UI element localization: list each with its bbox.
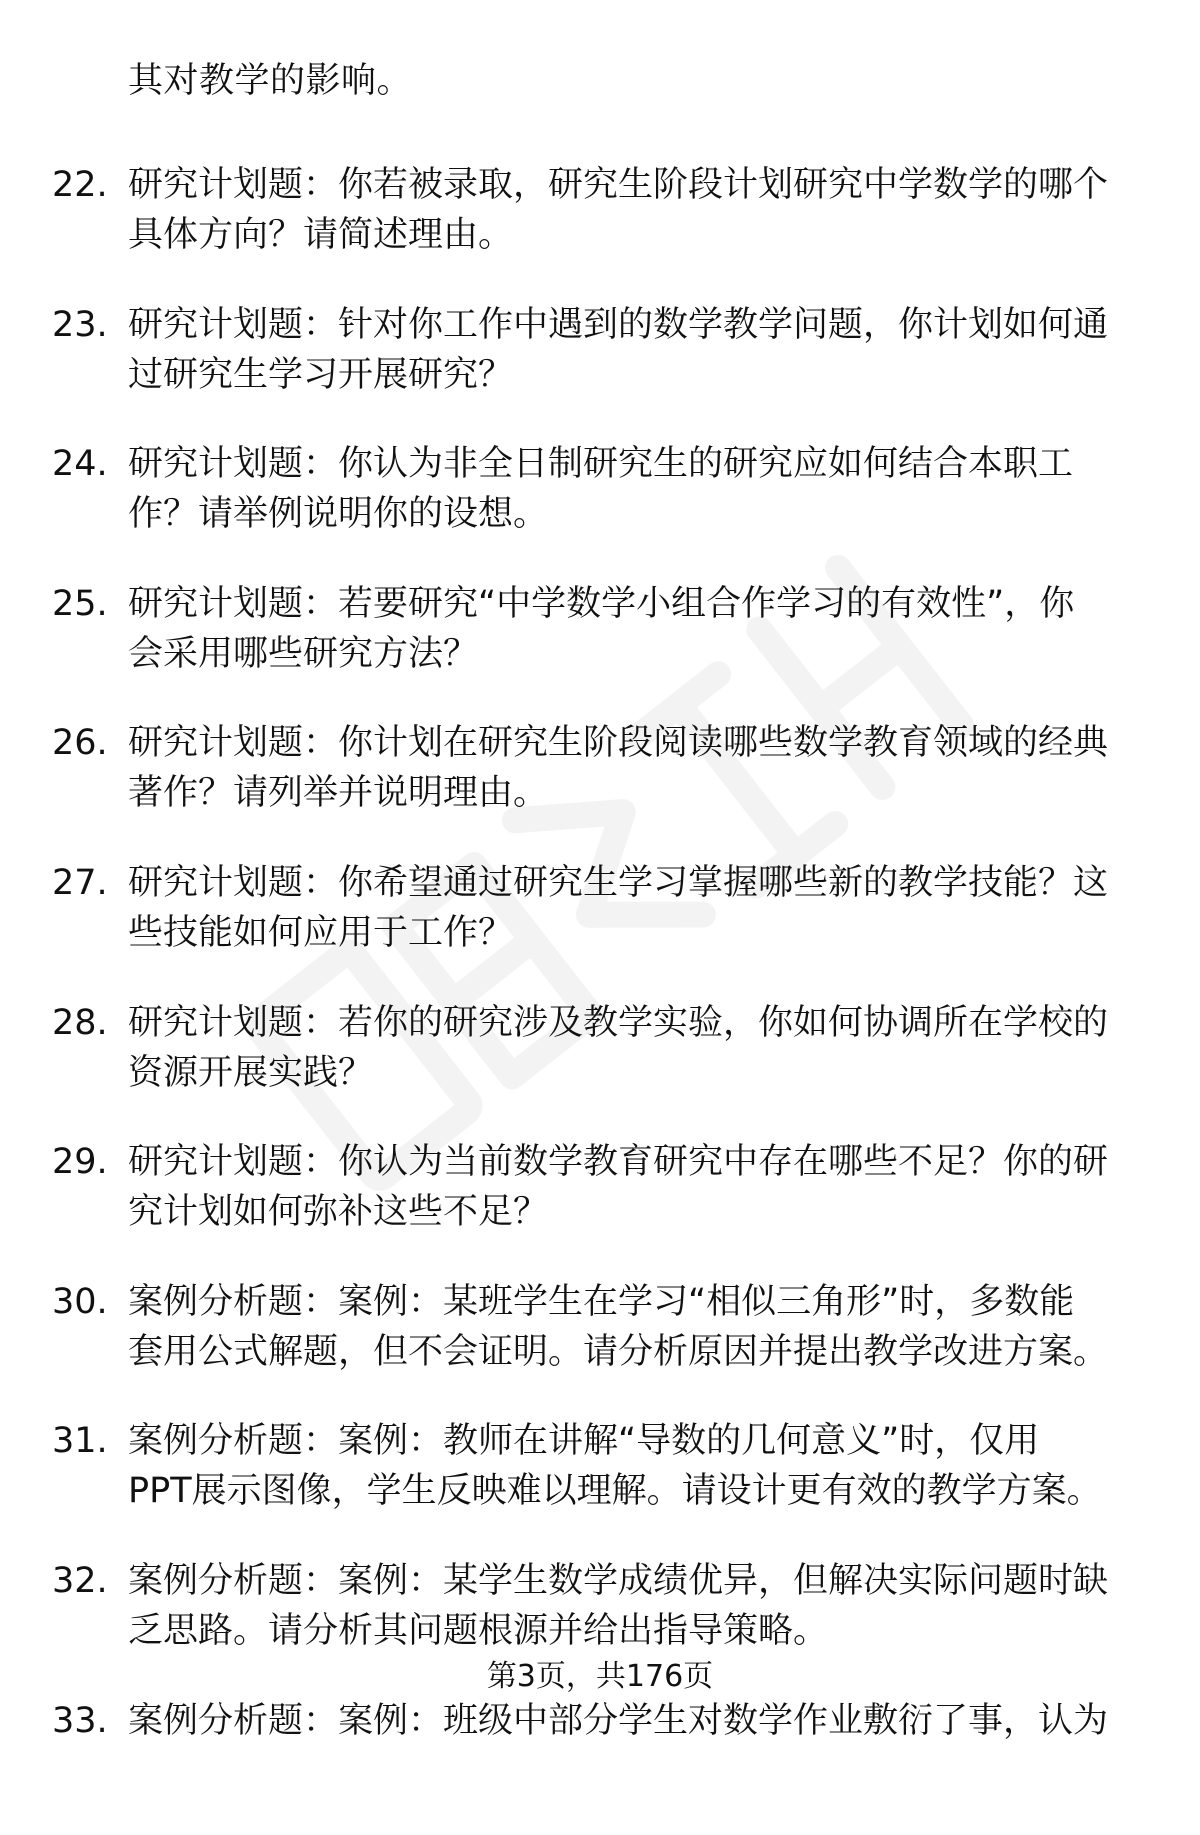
question-number: 31. <box>52 1421 108 1462</box>
question-line: 案例分析题：案例：教师在讲解“导数的几何意义”时，仅用 <box>128 1421 1040 1462</box>
question-item <box>0 439 1200 563</box>
question-number: 22. <box>52 165 108 205</box>
question-item <box>0 160 1200 284</box>
question-item <box>0 300 1200 424</box>
question-item <box>0 1416 1200 1540</box>
question-text <box>128 1696 1138 1746</box>
question-line: 研究计划题：针对你工作中遇到的数学教学问题，你计划如何通 <box>128 304 1109 345</box>
question-text <box>128 1416 1138 1516</box>
question-line: 案例分析题：案例：班级中部分学生对数学作业敷衍了事，认为 <box>128 1700 1109 1741</box>
question-line: 资源开展实践？ <box>128 1052 374 1093</box>
page-footer: 第3页，共176页 <box>486 1659 714 1694</box>
question-list <box>0 160 1200 1835</box>
question-text <box>128 439 1138 539</box>
question-line: 过研究生学习开展研究？ <box>128 354 514 395</box>
question-text <box>128 1137 1138 1237</box>
question-line: 作？请举例说明你的设想。 <box>128 494 549 535</box>
question-item <box>0 998 1200 1122</box>
question-text <box>128 579 1138 679</box>
question-line: 套用公式解题，但不会证明。请分析原因并提出教学改进方案。 <box>128 1331 1109 1372</box>
question-line: 究计划如何弥补这些不足？ <box>128 1192 549 1233</box>
question-text <box>128 300 1138 400</box>
question-item <box>0 718 1200 842</box>
question-line: 会采用哪些研究方法？ <box>128 633 479 674</box>
continued-question-text: 其对教学的影响。 <box>128 61 413 101</box>
question-line: 案例分析题：案例：某班学生在学习“相似三角形”时，多数能 <box>128 1281 1075 1322</box>
question-number: 27. <box>52 862 108 903</box>
question-line: 著作？请列举并说明理由。 <box>128 773 549 814</box>
question-item <box>0 1137 1200 1261</box>
question-text <box>128 858 1138 958</box>
question-line: 具体方向？请简述理由。 <box>128 215 514 255</box>
question-number: 24. <box>52 444 108 485</box>
question-item <box>0 1696 1200 1820</box>
question-number: 23. <box>52 304 108 345</box>
question-line: 研究计划题：你希望通过研究生学习掌握哪些新的教学技能？这 <box>128 862 1109 903</box>
question-line: 案例分析题：案例：某学生数学成绩优异，但解决实际问题时缺 <box>128 1560 1109 1601</box>
question-item <box>0 579 1200 703</box>
question-text <box>128 1277 1138 1377</box>
question-line: 些技能如何应用于工作？ <box>128 912 514 953</box>
question-number: 29. <box>52 1142 108 1183</box>
question-line: 研究计划题：你计划在研究生阶段阅读哪些数学教育领域的经典 <box>128 723 1109 764</box>
question-text <box>128 160 1138 260</box>
question-item <box>0 1277 1200 1401</box>
question-text <box>128 998 1138 1098</box>
question-line: 研究计划题：你若被录取，研究生阶段计划研究中学数学的哪个 <box>128 165 1109 205</box>
question-line: 研究计划题：你认为当前数学教育研究中存在哪些不足？你的研 <box>128 1142 1109 1183</box>
question-number: 28. <box>52 1002 108 1043</box>
question-number: 33. <box>52 1700 108 1741</box>
question-item <box>0 858 1200 982</box>
question-number: 30. <box>52 1281 108 1322</box>
question-line: PPT展示图像，学生反映难以理解。请设计更有效的教学方案。 <box>128 1471 1102 1512</box>
question-line: 乏思路。请分析其问题根源并给出指导策略。 <box>128 1610 829 1651</box>
question-number: 32. <box>52 1560 108 1601</box>
question-line: 研究计划题：你认为非全日制研究生的研究应如何结合本职工 <box>128 444 1074 485</box>
question-text <box>128 718 1138 818</box>
question-line: 研究计划题：若你的研究涉及教学实验，你如何协调所在学校的 <box>128 1002 1109 1043</box>
question-line: 研究计划题：若要研究“中学数学小组合作学习的有效性”，你 <box>128 583 1075 624</box>
question-text <box>128 1556 1138 1656</box>
question-number: 25. <box>52 583 108 624</box>
question-number: 26. <box>52 723 108 764</box>
